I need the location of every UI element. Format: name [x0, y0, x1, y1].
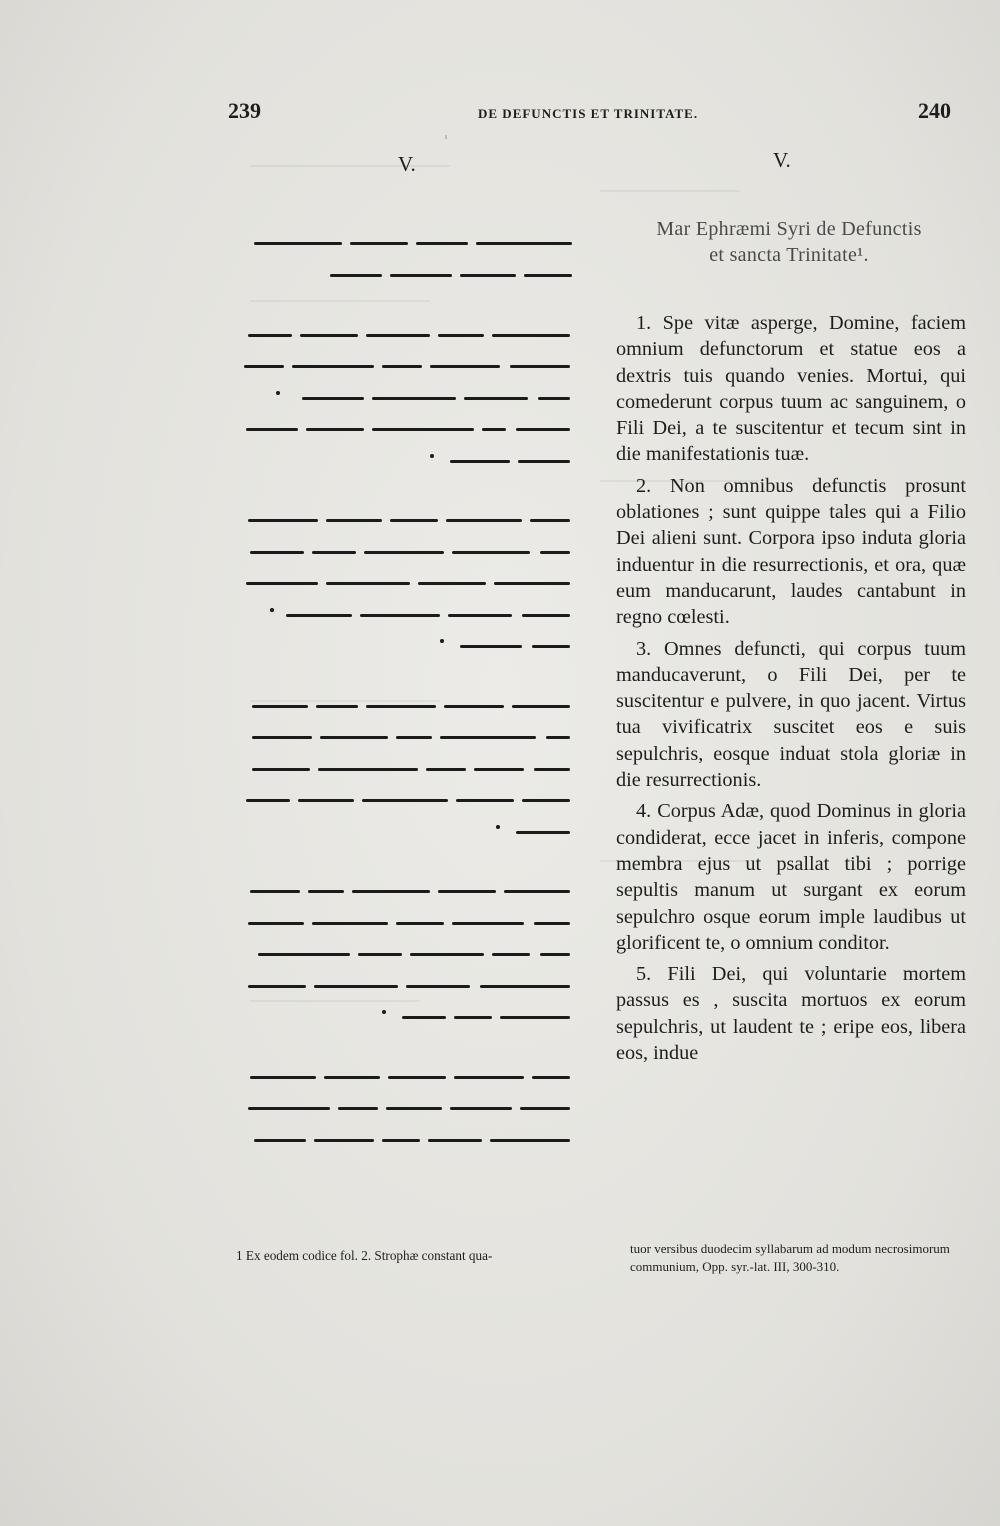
section-number-syriac: V. [398, 152, 416, 176]
latin-strophe-2: 2. Non omnibus defunctis prosunt oblationes ; sunt quippe tales qui a Filio Dei alieni sunt. Corpora ipso induta gloria induentur in die resurrectionis, et ora, quæ eum manducarunt, laudes cantabunt in regno cœlesti. [616, 474, 966, 629]
latin-title-line-1: Mar Ephræmi Syri de Defunctis [656, 218, 922, 240]
running-title: DE DEFUNCTIS ET TRINITATE. [478, 106, 699, 121]
page-number-left: 239 [228, 98, 261, 123]
section-number-latin: V. [773, 148, 791, 172]
syriac-title-line [228, 222, 580, 254]
syriac-strophe-4 [228, 871, 580, 1029]
syriac-strophe-2 [228, 500, 580, 658]
latin-strophe-4: 4. Corpus Adæ, quod Dominus in gloria condiderat, ecce jacet in inferis, compone membra ejus ut psallat tibi ; porrige sepultis manum ut surgant ex eorum sepulchro osque eorum imple laudibus ut glorificent te, o omnium conditor. [616, 800, 966, 954]
footnote-left: 1 Ex eodem codice fol. 2. Strophæ constant qua- [236, 1248, 493, 1263]
latin-strophe-5: 5. Fili Dei, qui voluntarie mortem passus es , suscita mortuos ex eorum sepulchris, ut laudent te ; eripe eos, libera eos, indue [616, 963, 966, 1065]
latin-title [616, 216, 962, 268]
page-number-right: 240 [918, 98, 951, 123]
syriac-strophe-5 [228, 1056, 580, 1151]
syriac-title-line [228, 254, 580, 286]
latin-strophe-3: 3. Omnes defuncti, qui corpus tuum manducaverunt, o Fili Dei, per te suscitentur e pulvere, in quo jacent. Virtus tua vivificatrix suscitet eos e suis sepulchris, eosque induat stola gloriæ in die resurrectionis. [616, 637, 966, 792]
syriac-strophe-3 [228, 685, 580, 843]
latin-strophe-1: 1. Spe vitæ asperge, Domine, faciem omnium defunctorum et statue eos a dextris tuis quando venies. Mortui, qui comederunt corpus tuum ac sanguinem, o Fili Dei, a te suscitentur et tecum sint in die manifestationis tuæ. [616, 312, 966, 466]
footnote-right: tuor versibus duodecim syllabarum ad modum necrosimorum communium, Opp. syr.-lat. III, 300-310. [630, 1241, 950, 1274]
syriac-strophe-1 [228, 314, 580, 472]
latin-text-column [616, 310, 966, 1071]
latin-title-line-2: et sancta Trinitate¹. [709, 244, 869, 266]
syriac-text-column [228, 222, 580, 1151]
